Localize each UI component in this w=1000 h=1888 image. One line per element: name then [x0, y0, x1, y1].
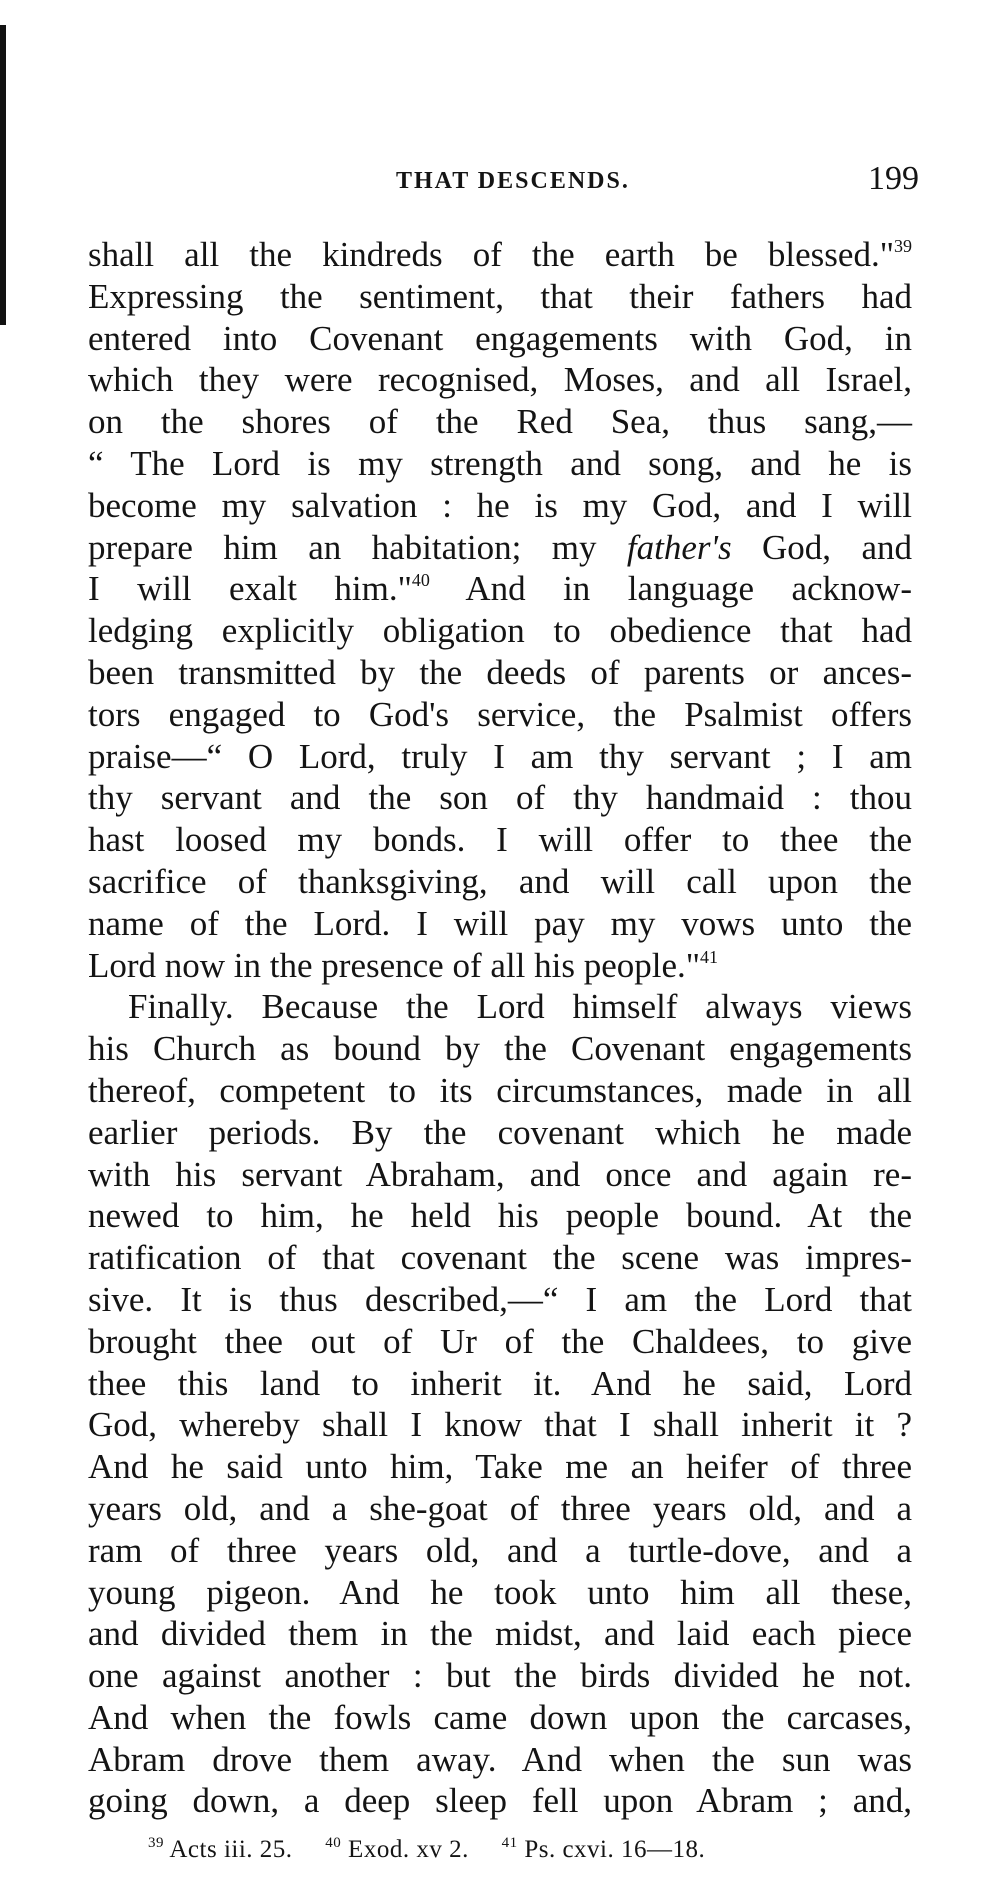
text-line: ledging explicitly obligation to obedience that had [88, 611, 912, 651]
footnote: $^{40}$ Exod. xv 2. [325, 1835, 469, 1863]
text-line: thee this land to inherit it. And he said, Lord [88, 1363, 912, 1403]
running-title: THAT DESCENDS. [396, 168, 630, 194]
text-line: tors engaged to God's service, the Psalmist offers [88, 694, 912, 734]
text-line: earlier periods. By the covenant which he made [88, 1112, 912, 1152]
text-line: sacrifice of thanksgiving, and will call upon the [88, 861, 912, 901]
footnotes [148, 1836, 731, 1864]
text-line: become my salvation : he is my God, and I will [88, 485, 912, 525]
text-line: Finally. Because the Lord himself always views [128, 987, 912, 1027]
text-line: which they were recognised, Moses, and all Israel, [88, 360, 912, 400]
text-line: newed to him, he held his people bound. At the [88, 1196, 912, 1236]
text-line: young pigeon. And he took unto him all these, [88, 1572, 912, 1612]
text-line: brought thee out of Ur of the Chaldees, to give [88, 1321, 912, 1361]
text-line: Expressing the sentiment, that their fathers had [88, 276, 912, 316]
page-edge-shadow [0, 25, 6, 325]
text-line: with his servant Abraham, and once and again re- [88, 1154, 912, 1194]
text-line: And he said unto him, Take me an heifer of three [88, 1447, 912, 1487]
text-line: entered into Covenant engagements with God, in [88, 318, 912, 358]
text-line: I will exalt him."$^{40}$ And in language acknow- [88, 569, 912, 609]
text-line: God, whereby shall I know that I shall inherit it ? [88, 1405, 912, 1445]
text-line: prepare him an habitation; my father's God, and [88, 527, 913, 567]
text-line: praise—“ O Lord, truly I am thy servant ; I am [88, 736, 912, 776]
text-line: thereof, competent to its circumstances, made in all [88, 1070, 912, 1110]
text-line: Lord now in the presence of all his people."$^{41}$ [88, 945, 719, 985]
text-line: been transmitted by the deeds of parents or ances- [88, 652, 912, 692]
text-line: name of the Lord. I will pay my vows unto the [88, 903, 912, 943]
page-number: 199 [868, 160, 919, 197]
text-line: “ The Lord is my strength and song, and he is [88, 443, 912, 483]
text-line: his Church as bound by the Covenant engagements [88, 1029, 912, 1069]
text-line: on the shores of the Red Sea, thus sang,— [88, 402, 912, 442]
footnote-ref: 40 [411, 570, 430, 591]
footnote-ref: 41 [700, 946, 719, 967]
footnote: $^{39}$ Acts iii. 25. [148, 1835, 293, 1863]
text-line: years old, and a she-goat of three years old, and a [88, 1488, 912, 1528]
text-line: ram of three years old, and a turtle-dove, and a [88, 1530, 912, 1570]
body-text [88, 234, 912, 1822]
text-line: going down, a deep sleep fell upon Abram ; and, [88, 1781, 912, 1821]
text-line: shall all the kindreds of the earth be blessed."$^{39}$ [88, 235, 912, 274]
text-line: ratification of that covenant the scene was impres- [88, 1238, 912, 1278]
text-line: and divided them in the midst, and laid each piece [88, 1614, 912, 1654]
text-line: hast loosed my bonds. I will offer to thee the [88, 820, 912, 860]
text-line: thy servant and the son of thy handmaid : thou [88, 778, 912, 818]
text-line: one against another : but the birds divided he not. [88, 1656, 912, 1696]
text-line: Abram drove them away. And when the sun was [88, 1739, 912, 1779]
footnote: $^{41}$ Ps. cxvi. 16—18. [501, 1835, 706, 1863]
footnote-ref: 39 [894, 236, 912, 256]
text-line: sive. It is thus described,—“ I am the Lord that [88, 1279, 912, 1319]
text-line: And when the fowls came down upon the carcases, [88, 1697, 912, 1737]
italic-word: father's [626, 527, 732, 567]
